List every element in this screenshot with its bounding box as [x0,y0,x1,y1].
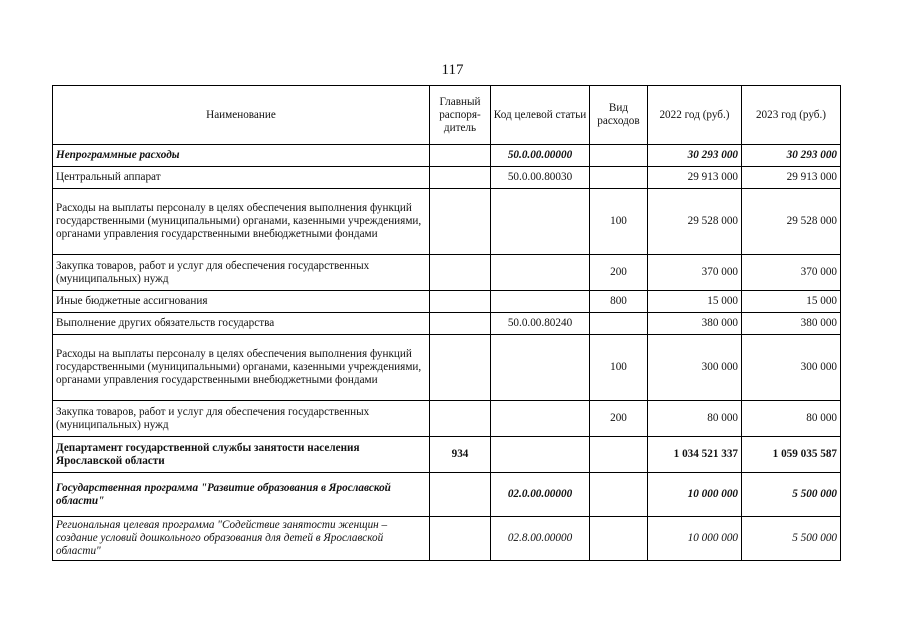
cell-admin [430,401,491,437]
cell-name: Расходы на выплаты персоналу в целях обеспечения выполнения функций государственными (муниципальными) органами, казенными учреждениями, органами управления государственными внебюджетными фондами [53,335,430,401]
cell-admin [430,313,491,335]
cell-name: Расходы на выплаты персоналу в целях обеспечения выполнения функций государственными (муниципальными) органами, казенными учреждениями, органами управления государственными внебюджетными фондами [53,189,430,255]
cell-name: Непрограммные расходы [53,145,430,167]
cell-admin [430,255,491,291]
cell-y2023: 29 528 000 [742,189,841,255]
cell-y2023: 29 913 000 [742,167,841,189]
cell-y2022: 29 528 000 [648,189,742,255]
cell-name: Закупка товаров, работ и услуг для обеспечения государственных (муниципальных) нужд [53,255,430,291]
cell-y2022: 370 000 [648,255,742,291]
cell-type [590,145,648,167]
header-code: Код целевой статьи [491,86,590,145]
cell-admin [430,335,491,401]
cell-y2023: 80 000 [742,401,841,437]
cell-type [590,517,648,561]
cell-type [590,437,648,473]
cell-name: Выполнение других обязательств государства [53,313,430,335]
cell-admin [430,473,491,517]
cell-type: 200 [590,255,648,291]
header-admin: Главный распоря-дитель [430,86,491,145]
cell-y2023: 5 500 000 [742,473,841,517]
table-row [53,401,841,437]
cell-code [491,291,590,313]
cell-y2023: 370 000 [742,255,841,291]
cell-type: 100 [590,189,648,255]
cell-type: 800 [590,291,648,313]
cell-admin [430,189,491,255]
cell-y2023: 15 000 [742,291,841,313]
cell-admin [430,517,491,561]
cell-y2022: 15 000 [648,291,742,313]
table-header-row [53,86,841,145]
cell-code: 50.0.00.80030 [491,167,590,189]
cell-admin [430,167,491,189]
cell-y2022: 29 913 000 [648,167,742,189]
cell-y2023: 1 059 035 587 [742,437,841,473]
table-row [53,473,841,517]
cell-code: 50.0.00.00000 [491,145,590,167]
cell-y2022: 80 000 [648,401,742,437]
table-row [53,255,841,291]
cell-type [590,167,648,189]
cell-name: Центральный аппарат [53,167,430,189]
header-name: Наименование [53,86,430,145]
header-2023: 2023 год (руб.) [742,86,841,145]
cell-y2023: 5 500 000 [742,517,841,561]
budget-table [52,85,841,561]
table-row [53,189,841,255]
table-row [53,167,841,189]
cell-y2023: 30 293 000 [742,145,841,167]
cell-y2022: 300 000 [648,335,742,401]
cell-name: Государственная программа "Развитие образования в Ярославской области" [53,473,430,517]
cell-admin: 934 [430,437,491,473]
cell-code [491,255,590,291]
cell-code: 02.8.00.00000 [491,517,590,561]
table-row [53,437,841,473]
cell-code [491,335,590,401]
cell-y2022: 10 000 000 [648,517,742,561]
cell-y2023: 380 000 [742,313,841,335]
cell-type: 200 [590,401,648,437]
cell-y2022: 380 000 [648,313,742,335]
cell-code [491,189,590,255]
page-number: 117 [441,62,464,78]
cell-name: Департамент государственной службы занятости населения Ярославской области [53,437,430,473]
header-type: Вид расходов [590,86,648,145]
cell-type [590,473,648,517]
cell-y2022: 30 293 000 [648,145,742,167]
table-row [53,517,841,561]
table-row [53,291,841,313]
cell-code: 50.0.00.80240 [491,313,590,335]
cell-name: Региональная целевая программа "Содействие занятости женщин – создание условий дошкольного образования для детей в Ярославской области" [53,517,430,561]
cell-code: 02.0.00.00000 [491,473,590,517]
cell-type: 100 [590,335,648,401]
header-2022: 2022 год (руб.) [648,86,742,145]
cell-name: Закупка товаров, работ и услуг для обеспечения государственных (муниципальных) нужд [53,401,430,437]
table-row [53,145,841,167]
cell-y2022: 10 000 000 [648,473,742,517]
table-row [53,313,841,335]
cell-name: Иные бюджетные ассигнования [53,291,430,313]
cell-y2023: 300 000 [742,335,841,401]
table-row [53,335,841,401]
cell-code [491,437,590,473]
cell-admin [430,291,491,313]
cell-admin [430,145,491,167]
cell-type [590,313,648,335]
cell-code [491,401,590,437]
cell-y2022: 1 034 521 337 [648,437,742,473]
